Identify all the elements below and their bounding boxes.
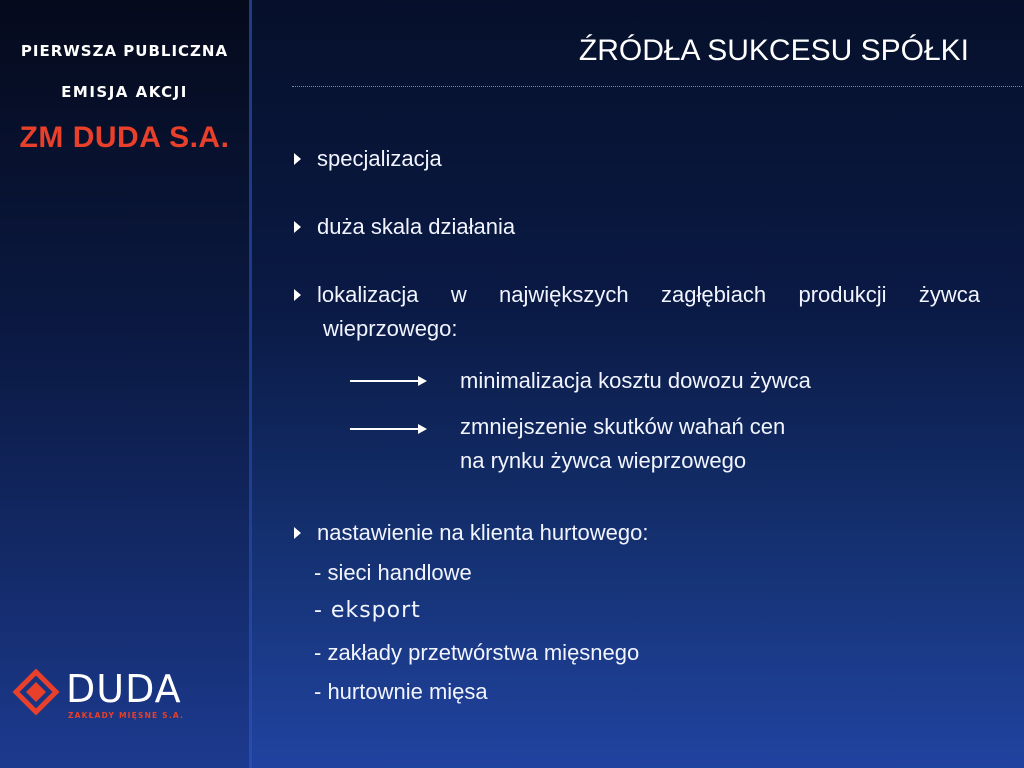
client-list-item: - zakłady przetwórstwa mięsnego: [314, 640, 640, 665]
sidebar-divider: [249, 0, 252, 768]
sub-item-text: minimalizacja kosztu dowozu żywca: [460, 368, 811, 393]
bullet-arrow-icon: [294, 153, 301, 165]
slide-title: ŹRÓDŁA SUKCESU SPÓŁKI: [578, 34, 969, 67]
bullet-text: nastawienie na klienta hurtowego:: [317, 520, 649, 545]
logo-wordmark: DUDA: [66, 667, 182, 711]
bullet-text: specjalizacja: [317, 146, 442, 171]
duda-logo: [12, 668, 232, 724]
bullet-continuation-text: wieprzowego:: [323, 316, 458, 341]
client-list-item: - sieci handlowe: [314, 560, 472, 585]
bullet-arrow-icon: [294, 289, 301, 301]
company-name: ZM DUDA S.A.: [19, 121, 230, 154]
bullet-arrow-icon: [294, 221, 301, 233]
logo-subtitle: ZAKŁADY MIĘSNE S.A.: [68, 711, 185, 720]
diamond-logo-icon: [12, 668, 60, 716]
bullet-text: duża skala działania: [317, 214, 516, 239]
bullet-text: lokalizacja w największych zagłębiach produkcji żywca: [317, 282, 980, 307]
sub-item-text: zmniejszenie skutków wahań cen: [460, 414, 786, 439]
client-list-item: - hurtownie mięsa: [314, 679, 488, 704]
sub-item-continuation: na rynku żywca wieprzowego: [460, 448, 747, 473]
sidebar-heading-line1: PIERWSZA PUBLICZNA: [20, 42, 229, 60]
right-arrow-icon: [350, 376, 430, 386]
sidebar-heading-line2: EMISJA AKCJI: [61, 83, 188, 101]
sidebar: [0, 0, 249, 768]
right-arrow-icon: [350, 424, 430, 434]
bullet-arrow-icon: [294, 527, 301, 539]
client-list-item: - eksport: [314, 598, 421, 623]
title-underline: [292, 86, 1022, 87]
